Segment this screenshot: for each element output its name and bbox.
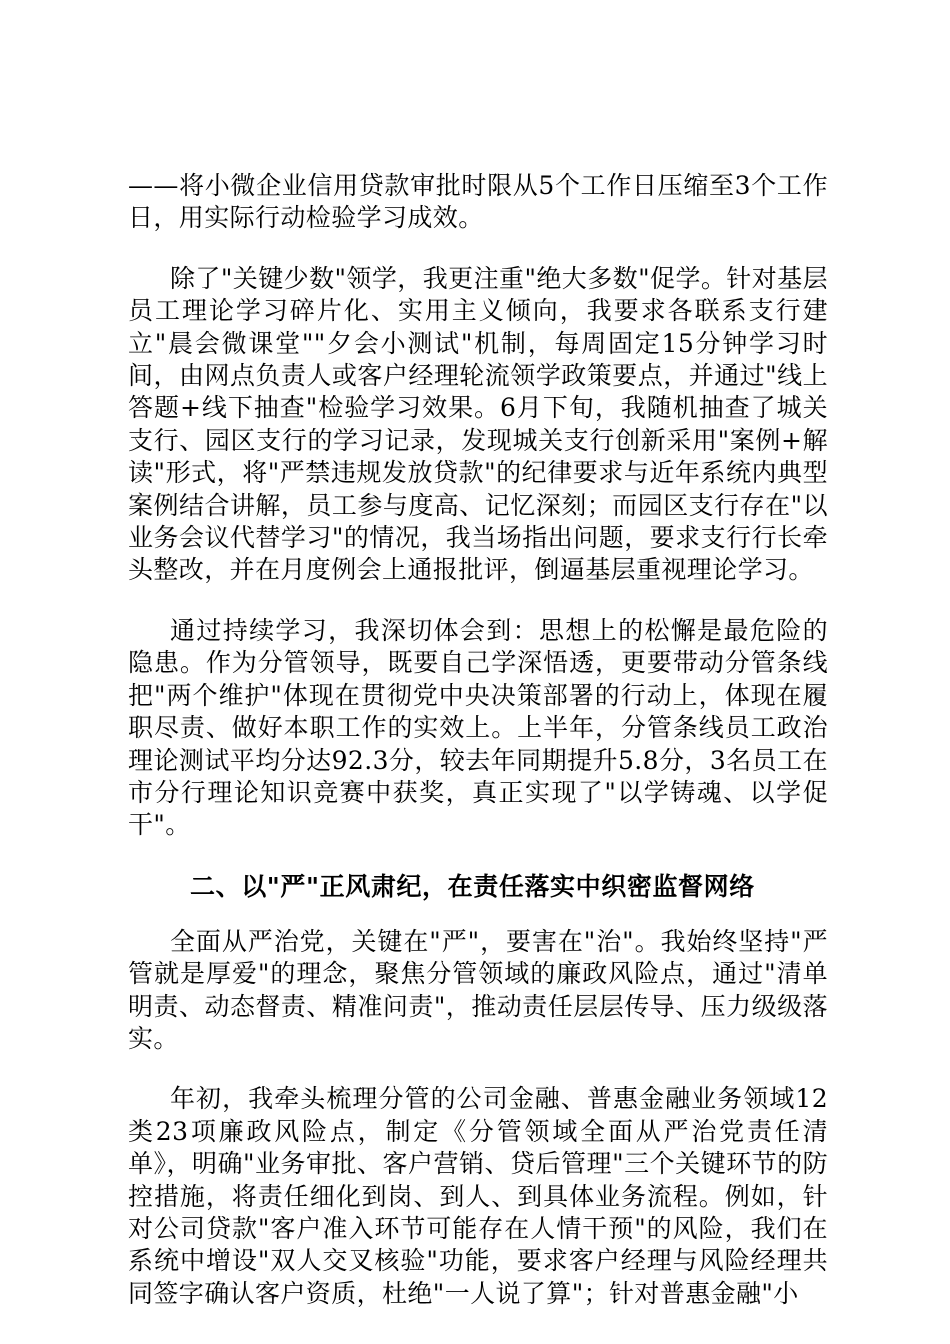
paragraph-risk-points: 年初，我牵头梳理分管的公司金融、普惠金融业务领域12类23项廉政风险点，制定《分管领域全面从严治党责任清单》，明确"业务审批、客户营销、贷后管理"三个关键环节的防控措施，将责任细化到岗、到人、到具体业务流程。例如，针对公司贷款"客户准入环节可能存在人情干预"的风险，我们在系统中增设"双人交叉核验"功能，要求客户经理与风险经理共同签字确认客户资质，杜绝"一人说了算"；针对普惠金融"小 bbox=[128, 1084, 828, 1308]
paragraph-strict-governance: 全面从严治党，关键在"严"，要害在"治"。我始终坚持"严管就是厚爱"的理念，聚焦分管领域的廉政风险点，通过"清单明责、动态督责、精准问责"，推动责任层层传导、压力级级落实。 bbox=[128, 926, 828, 1053]
paragraph-approval-time: ——将小微企业信用贷款审批时限从5个工作日压缩至3个工作日，用实际行动检验学习成效。 bbox=[128, 171, 828, 233]
paragraph-majority-learning: 除了"关键少数"领学，我更注重"绝大多数"促学。针对基层员工理论学习碎片化、实用主义倾向，我要求各联系支行建立"晨会微课堂""夕会小测试"机制，每周固定15分钟学习时间，由网点负责人或客户经理轮流领学政策要点，并通过"线上答题+线下抽查"检验学习效果。6月下旬，我随机抽查了城关支行、园区支行的学习记录，发现城关支行创新采用"案例+解读"形式，将"严禁违规发放贷款"的纪律要求与近年系统内典型案例结合讲解，员工参与度高、记忆深刻；而园区支行存在"以业务会议代替学习"的情况，我当场指出问题，要求支行行长牵头整改，并在月度例会上通报批评，倒逼基层重视理论学习。 bbox=[128, 263, 828, 585]
section-heading-two: 二、以"严"正风肃纪，在责任落实中织密监督网络 bbox=[190, 871, 755, 901]
document-page bbox=[128, 170, 828, 1338]
paragraph-learning-results: 通过持续学习，我深切体会到：思想上的松懈是最危险的隐患。作为分管领导，既要自己学深悟透，更要带动分管条线把"两个维护"体现在贯彻党中央决策部署的行动上，体现在履职尽责、做好本职工作的实效上。上半年，分管条线员工政治理论测试平均分达92.3分，较去年同期提升5.8分，3名员工在市分行理论知识竞赛中获奖，真正实现了"以学铸魂、以学促干"。 bbox=[128, 615, 828, 840]
